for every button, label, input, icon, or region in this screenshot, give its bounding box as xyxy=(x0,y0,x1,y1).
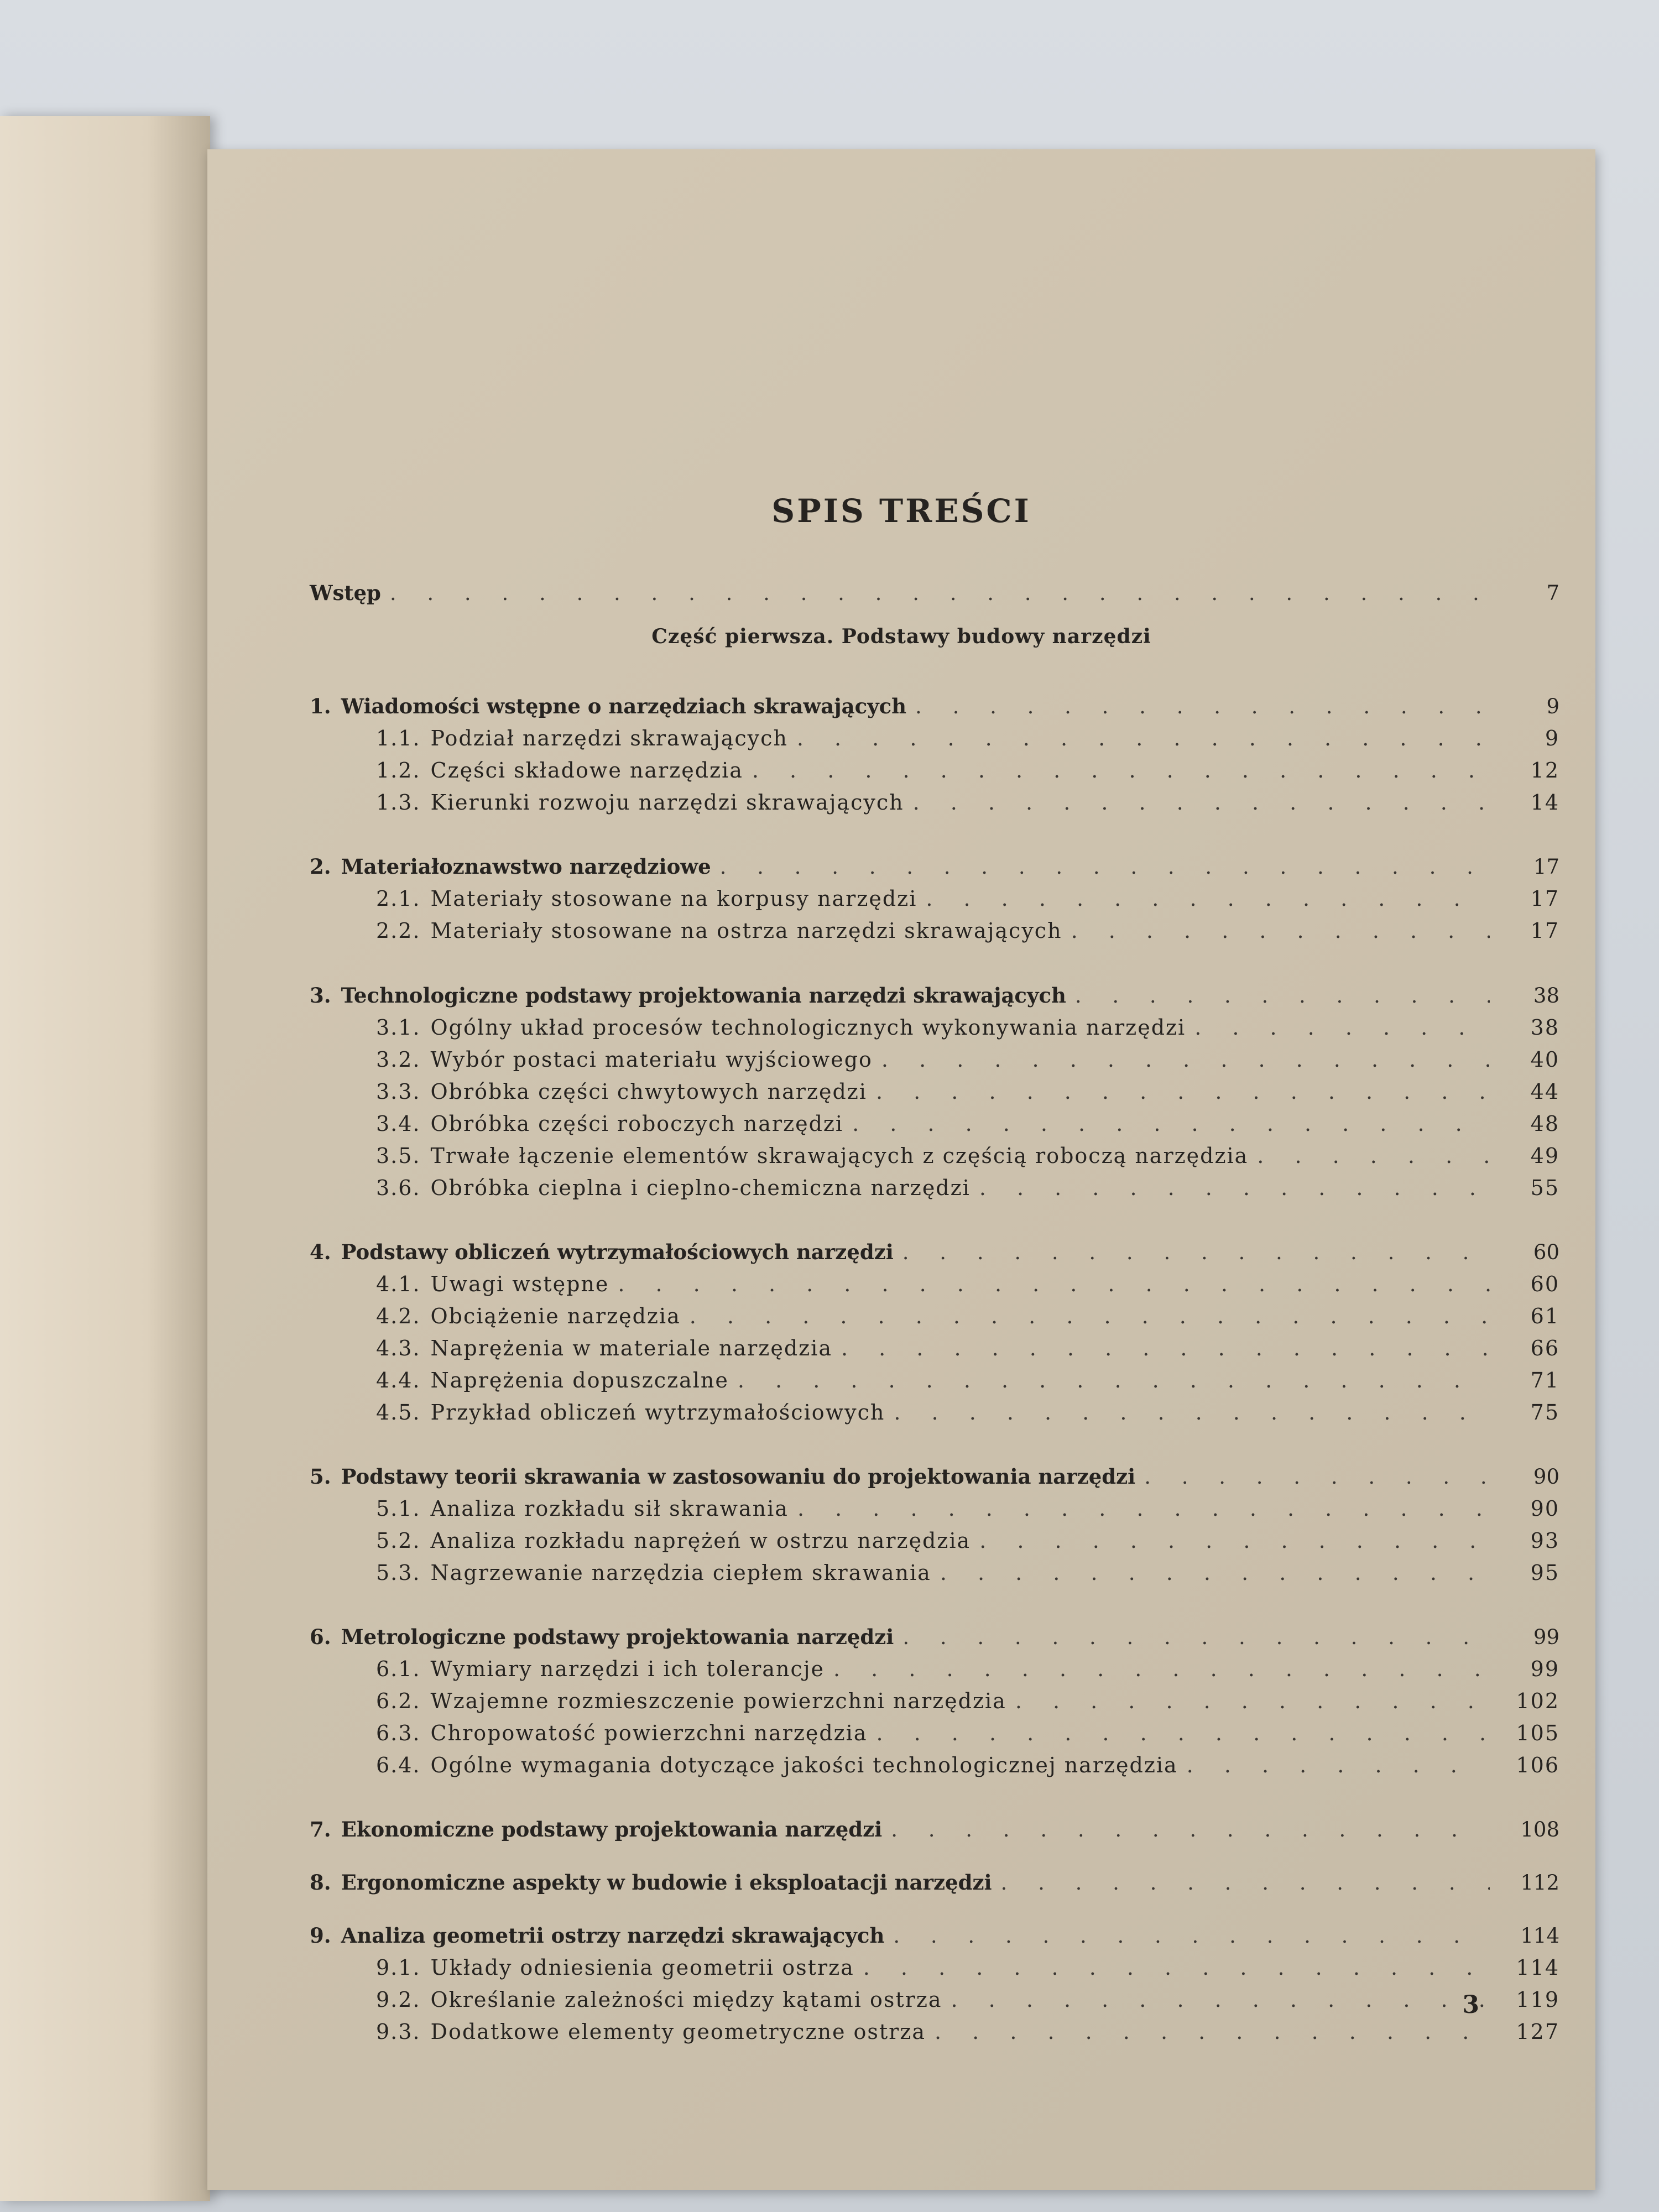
toc-page-number: 9 xyxy=(1545,726,1559,750)
toc-leader-dots xyxy=(979,1528,1490,1553)
toc-leader-dots xyxy=(1257,1144,1490,1168)
toc-page-number: 38 xyxy=(1530,1015,1559,1040)
toc-section-row xyxy=(310,2020,1559,2048)
toc-label: Materiały stosowane na ostrza narzędzi skrawających xyxy=(430,919,1062,943)
toc-label: Metrologiczne podstawy projektowania narzędzi xyxy=(341,1625,894,1649)
toc-leader-dots xyxy=(913,790,1490,815)
toc-page-number: 61 xyxy=(1530,1304,1559,1328)
toc-chapter-row xyxy=(310,1240,1559,1269)
toc-number: 3.4. xyxy=(376,1112,421,1136)
toc-page-number: 71 xyxy=(1530,1368,1559,1392)
toc-number: 7. xyxy=(310,1817,331,1841)
toc-label: Technologiczne podstawy projektowania narzędzi skrawających xyxy=(341,983,1066,1008)
toc-number: 9.1. xyxy=(376,1955,421,1980)
toc-label: Ekonomiczne podstawy projektowania narzędzi xyxy=(341,1817,883,1841)
toc-label: Wiadomości wstępne o narzędziach skrawających xyxy=(341,694,907,718)
toc-number: 3.5. xyxy=(376,1144,421,1168)
toc-leader-dots xyxy=(1075,984,1490,1008)
toc-page-number: 93 xyxy=(1530,1528,1559,1553)
toc-number: 3.3. xyxy=(376,1079,421,1104)
toc-leader-dots xyxy=(894,1400,1490,1425)
toc-page-number: 114 xyxy=(1516,1955,1559,1980)
toc-page-number: 90 xyxy=(1533,1465,1559,1489)
toc-label: Układy odniesienia geometrii ostrza xyxy=(430,1955,854,1980)
toc-leader-dots xyxy=(833,1657,1490,1681)
toc-number: 1.3. xyxy=(376,790,421,815)
toc-leader-dots xyxy=(876,1079,1490,1104)
toc-leader-dots xyxy=(1194,1015,1490,1040)
toc-section-row xyxy=(310,1112,1559,1140)
toc-number: 6. xyxy=(310,1625,331,1649)
toc-label: Kierunki rozwoju narzędzi skrawających xyxy=(430,790,904,815)
toc-label: Ergonomiczne aspekty w budowie i eksploatacji narzędzi xyxy=(341,1870,992,1895)
toc-page-number: 38 xyxy=(1533,984,1559,1008)
toc-section-row xyxy=(310,1753,1559,1782)
toc-section-row xyxy=(310,886,1559,915)
toc-number: 2. xyxy=(310,854,331,879)
toc-leader-dots xyxy=(720,855,1490,879)
toc-label: Trwałe łączenie elementów skrawających z częścią roboczą narzędzia xyxy=(430,1144,1249,1168)
toc-section-row xyxy=(310,1272,1559,1301)
toc-number: 4.1. xyxy=(376,1272,421,1296)
toc-leader-dots xyxy=(951,1987,1490,2012)
book-page xyxy=(207,149,1595,2190)
toc-label: Przykład obliczeń wytrzymałościowych xyxy=(430,1400,885,1425)
toc-chapter-row xyxy=(310,1464,1559,1493)
toc-leader-dots xyxy=(902,1625,1490,1649)
toc-label: Podstawy obliczeń wytrzymałościowych narzędzi xyxy=(341,1240,894,1264)
toc-number: 4.5. xyxy=(376,1400,421,1425)
toc-page-number: 105 xyxy=(1516,1721,1559,1745)
toc-leader-dots xyxy=(841,1336,1490,1360)
toc-leader-dots xyxy=(881,1047,1490,1072)
toc-leader-dots xyxy=(876,1721,1490,1745)
toc-label: Części składowe narzędzia xyxy=(430,758,743,782)
toc-number: 5.3. xyxy=(376,1561,421,1585)
toc-number: 4.3. xyxy=(376,1336,421,1360)
toc-section-row xyxy=(310,1176,1559,1204)
toc-label: Wymiary narzędzi i ich tolerancje xyxy=(430,1657,825,1681)
toc-number: 2.2. xyxy=(376,919,421,943)
toc-page-number: 17 xyxy=(1533,855,1559,879)
toc-chapter-row xyxy=(310,854,1559,883)
toc-page-number: 66 xyxy=(1530,1336,1559,1360)
toc-page-number: 75 xyxy=(1530,1400,1559,1425)
toc-section-row xyxy=(310,1047,1559,1076)
toc-page-number: 9 xyxy=(1546,695,1559,718)
toc-section-row xyxy=(310,790,1559,819)
toc-leader-dots xyxy=(863,1955,1490,1980)
toc-label: Dodatkowe elementy geometryczne ostrza xyxy=(430,2020,926,2044)
toc-label: Naprężenia w materiale narzędzia xyxy=(430,1336,832,1360)
toc-section-row xyxy=(310,1304,1559,1333)
toc-number: 1.2. xyxy=(376,758,421,782)
toc-label: Podział narzędzi skrawających xyxy=(430,726,788,750)
toc-leader-dots xyxy=(797,726,1490,750)
left-page-edge xyxy=(0,116,210,2201)
toc-chapter-row xyxy=(310,694,1559,723)
toc-page-number: 108 xyxy=(1520,1818,1559,1841)
toc-label: Uwagi wstępne xyxy=(430,1272,609,1296)
toc-chapter-row xyxy=(310,1625,1559,1653)
toc-number: 3.2. xyxy=(376,1047,421,1072)
toc-number: 3.6. xyxy=(376,1176,421,1200)
toc-number: 5. xyxy=(310,1464,331,1489)
toc-leader-dots xyxy=(902,1240,1490,1264)
toc-label: Ogólne wymagania dotyczące jakości technologicznej narzędzia xyxy=(430,1753,1178,1777)
toc-number: 4. xyxy=(310,1240,331,1264)
toc-chapter-row xyxy=(310,983,1559,1012)
toc-section-row xyxy=(310,1400,1559,1429)
toc-chapter-row xyxy=(310,1817,1559,1846)
toc-leader-dots xyxy=(979,1176,1490,1200)
toc-page-number: 112 xyxy=(1520,1871,1559,1895)
toc-page-number: 102 xyxy=(1516,1689,1559,1713)
toc-chapter-row xyxy=(310,1923,1559,1952)
toc-leader-dots xyxy=(738,1368,1490,1392)
toc-page-number: 55 xyxy=(1530,1176,1559,1200)
toc-page-number: 49 xyxy=(1530,1144,1559,1168)
toc-number: 8. xyxy=(310,1870,331,1895)
toc-number: 6.2. xyxy=(376,1689,421,1713)
toc-number: 4.4. xyxy=(376,1368,421,1392)
toc-label: Analiza geometrii ostrzy narzędzi skrawających xyxy=(341,1923,885,1948)
toc-number: 2.1. xyxy=(376,886,421,911)
page-title: SPIS TREŚCI xyxy=(771,492,1031,530)
toc-section-row xyxy=(310,1721,1559,1750)
toc-page-number: 7 xyxy=(1546,581,1559,605)
toc-section-row xyxy=(310,1496,1559,1525)
toc-section-row xyxy=(310,919,1559,947)
toc-label: Wstęp xyxy=(310,581,381,605)
toc-label: Materiałoznawstwo narzędziowe xyxy=(341,854,711,879)
toc-page-number: 44 xyxy=(1530,1079,1559,1104)
toc-number: 3. xyxy=(310,983,331,1008)
toc-leader-dots xyxy=(926,886,1490,911)
toc-page-number: 90 xyxy=(1530,1496,1559,1521)
toc-label: Nagrzewanie narzędzia ciepłem skrawania xyxy=(430,1561,931,1585)
toc-label: Określanie zależności między kątami ostrza xyxy=(430,1987,942,2012)
toc-label: Obróbka części roboczych narzędzi xyxy=(430,1112,844,1136)
toc-page-number: 12 xyxy=(1530,758,1559,782)
toc-section-row xyxy=(310,1015,1559,1044)
toc-number: 5.1. xyxy=(376,1496,421,1521)
toc-label: Podstawy teorii skrawania w zastosowaniu do projektowania narzędzi xyxy=(341,1464,1136,1489)
toc-number: 5.2. xyxy=(376,1528,421,1553)
toc-leader-dots xyxy=(915,695,1490,718)
toc-page-number: 60 xyxy=(1530,1272,1559,1296)
toc-section-row xyxy=(310,1368,1559,1397)
toc-number: 6.3. xyxy=(376,1721,421,1745)
toc-page-number: 106 xyxy=(1516,1753,1559,1777)
toc-section-row xyxy=(310,1955,1559,1984)
toc-section-row xyxy=(310,726,1559,755)
toc-page-number: 114 xyxy=(1520,1924,1559,1948)
toc-page-number: 119 xyxy=(1516,1987,1559,2012)
toc-number: 9. xyxy=(310,1923,331,1948)
toc-page-number: 99 xyxy=(1530,1657,1559,1681)
toc-leader-dots xyxy=(1001,1871,1490,1895)
toc-number: 6.4. xyxy=(376,1753,421,1777)
toc-number: 1. xyxy=(310,694,331,718)
toc-page-number: 48 xyxy=(1530,1112,1559,1136)
toc-label: Obróbka części chwytowych narzędzi xyxy=(430,1079,867,1104)
toc-label: Materiały stosowane na korpusy narzędzi xyxy=(430,886,917,911)
toc-section-row xyxy=(310,1657,1559,1686)
toc-leader-dots xyxy=(940,1561,1490,1585)
toc-label: Analiza rozkładu sił skrawania xyxy=(430,1496,789,1521)
toc-chapter-row xyxy=(310,581,1559,609)
toc-leader-dots xyxy=(797,1496,1490,1521)
toc-number: 1.1. xyxy=(376,726,421,750)
part-heading: Część pierwsza. Podstawy budowy narzędzi xyxy=(651,625,1151,648)
toc-label: Naprężenia dopuszczalne xyxy=(430,1368,729,1392)
toc-page-number: 60 xyxy=(1533,1240,1559,1264)
toc-leader-dots xyxy=(891,1818,1490,1841)
toc-number: 9.3. xyxy=(376,2020,421,2044)
toc-leader-dots xyxy=(1187,1753,1490,1777)
toc-leader-dots xyxy=(618,1272,1490,1296)
toc-section-row xyxy=(310,1689,1559,1718)
toc-page-number: 14 xyxy=(1530,790,1559,815)
toc-leader-dots xyxy=(690,1304,1490,1328)
toc-number: 3.1. xyxy=(376,1015,421,1040)
toc-section-row xyxy=(310,758,1559,787)
toc-leader-dots xyxy=(1071,919,1490,943)
toc-leader-dots xyxy=(1144,1465,1490,1489)
toc-label: Chropowatość powierzchni narzędzia xyxy=(430,1721,868,1745)
toc-section-row xyxy=(310,1987,1559,2016)
toc-leader-dots xyxy=(1015,1689,1490,1713)
toc-page-number: 99 xyxy=(1533,1625,1559,1649)
toc-label: Ogólny układ procesów technologicznych wykonywania narzędzi xyxy=(430,1015,1186,1040)
toc-leader-dots xyxy=(893,1924,1490,1948)
toc-leader-dots xyxy=(390,581,1490,605)
toc-page-number: 17 xyxy=(1530,919,1559,943)
toc-page-number: 17 xyxy=(1530,886,1559,911)
toc-section-row xyxy=(310,1079,1559,1108)
toc-number: 9.2. xyxy=(376,1987,421,2012)
page-number: 3 xyxy=(1462,1991,1479,2019)
toc-section-row xyxy=(310,1336,1559,1365)
toc-section-row xyxy=(310,1528,1559,1557)
toc-leader-dots xyxy=(852,1112,1490,1136)
toc-leader-dots xyxy=(752,758,1490,782)
toc-label: Analiza rozkładu naprężeń w ostrzu narzędzia xyxy=(430,1528,971,1553)
toc-page-number: 40 xyxy=(1530,1047,1559,1072)
toc-page-number: 95 xyxy=(1530,1561,1559,1585)
toc-number: 6.1. xyxy=(376,1657,421,1681)
toc-chapter-row xyxy=(310,1870,1559,1899)
toc-section-row xyxy=(310,1561,1559,1589)
toc-page-number: 127 xyxy=(1516,2020,1559,2044)
toc-label: Wzajemne rozmieszczenie powierzchni narzędzia xyxy=(430,1689,1006,1713)
toc-label: Obróbka cieplna i cieplno-chemiczna narzędzi xyxy=(430,1176,971,1200)
toc-leader-dots xyxy=(935,2020,1490,2044)
toc-label: Obciążenie narzędzia xyxy=(430,1304,681,1328)
toc-label: Wybór postaci materiału wyjściowego xyxy=(430,1047,873,1072)
toc-number: 4.2. xyxy=(376,1304,421,1328)
toc-section-row xyxy=(310,1144,1559,1172)
